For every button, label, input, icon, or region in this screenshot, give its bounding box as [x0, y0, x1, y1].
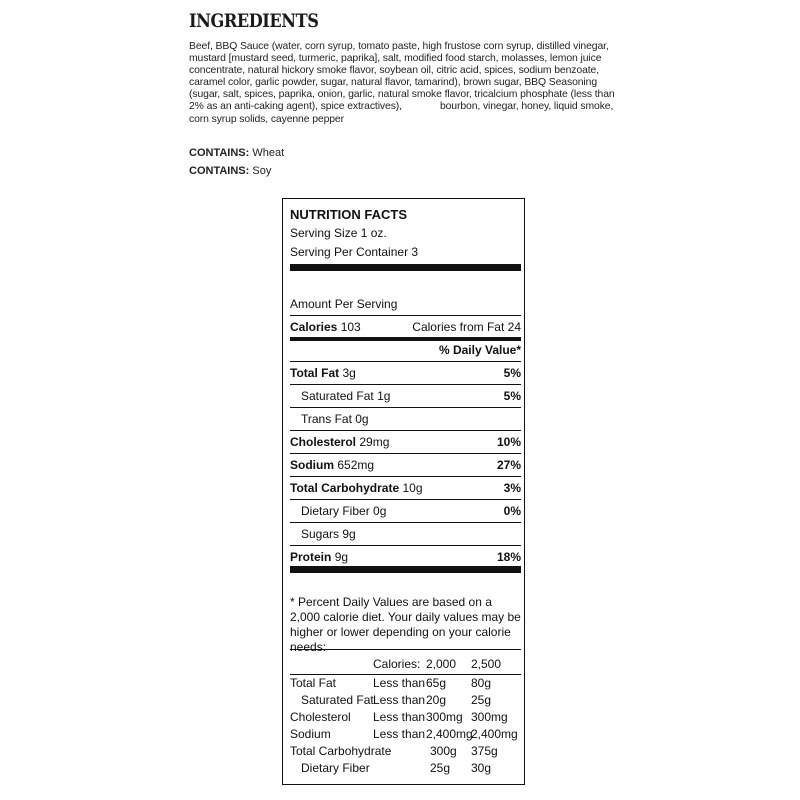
nutrient-label-group [290, 366, 356, 380]
nutrient-row-sodium [290, 458, 521, 474]
nutrient-row-cholesterol [290, 435, 521, 451]
dv-table-row [290, 761, 521, 777]
dv-table-header [290, 657, 521, 673]
daily-value-footnote: * Percent Daily Values are based on a 2,000 calorie diet. Your daily values may be higher or lower depending on your calorie needs: [290, 595, 521, 654]
dv-table-name: Saturated Fat [301, 693, 374, 707]
calories-row [290, 320, 521, 336]
serving-size: Serving Size 1 oz. [290, 226, 387, 240]
nutrition-facts-panel [282, 198, 525, 785]
nutrient-label: Dietary Fiber [301, 504, 370, 518]
thick-divider [290, 264, 521, 271]
nutrient-amount: 9g [334, 550, 349, 564]
contains-value: Soy [252, 165, 272, 177]
divider [290, 674, 521, 675]
nutrient-label-group [290, 435, 389, 449]
nutrient-label-group [290, 550, 348, 564]
dv-table-col2: 375g [471, 744, 498, 758]
ingredients-text-part2: bourbon, vinegar, honey, liquid smoke, corn syrup solids, cayenne pepper [189, 101, 614, 125]
nutrient-label-group [301, 412, 369, 426]
divider [290, 407, 521, 408]
nutrient-row-total-carbohydrate [290, 481, 521, 497]
dv-table-col1: 20g [426, 693, 447, 707]
dv-table-qualifier: Less than [373, 693, 426, 707]
nutrient-amount: 652mg [337, 458, 375, 472]
dv-table-col1: 2,400mg [426, 727, 473, 741]
dv-table-col1: 25g [430, 761, 451, 775]
dv-table-row [290, 693, 521, 709]
nutrient-amount: 0g [373, 504, 387, 518]
dv-table-header-col1: 2,000 [426, 657, 457, 671]
nutrient-dv: 5% [503, 389, 521, 403]
divider [290, 315, 521, 316]
nutrient-amount: 1g [377, 389, 391, 403]
divider [290, 453, 521, 454]
dv-table-col2: 300mg [471, 710, 508, 724]
nutrient-dv: 0% [503, 504, 521, 518]
nutrient-label: Trans Fat [301, 412, 352, 426]
divider [290, 430, 521, 431]
thick-divider [290, 566, 521, 573]
nutrient-row-total-fat [290, 366, 521, 382]
divider [290, 384, 521, 385]
nutrient-amount: 9g [342, 527, 356, 541]
dv-table-name: Total Carbohydrate [290, 744, 392, 758]
dv-table-qualifier: Less than [373, 710, 426, 724]
nutrient-row-sugars [290, 527, 521, 543]
nutrient-label-group [290, 458, 374, 472]
dv-table-row [290, 710, 521, 726]
nutrient-row-saturated-fat [290, 389, 521, 405]
daily-value-header: % Daily Value* [438, 343, 521, 357]
dv-table-name: Total Fat [290, 676, 337, 690]
dv-table-row [290, 676, 521, 692]
calories-from-fat: Calories from Fat 24 [412, 320, 521, 334]
contains-label: CONTAINS: [189, 165, 250, 177]
divider [290, 649, 521, 650]
dv-table-row [290, 744, 521, 760]
dv-table-col1: 300g [430, 744, 457, 758]
divider [290, 522, 521, 523]
dv-table-col1: 300mg [426, 710, 463, 724]
nutrient-label-group [290, 481, 423, 495]
contains-value: Wheat [252, 147, 285, 159]
amount-per-serving: Amount Per Serving [290, 297, 398, 311]
nutrient-amount: 10g [402, 481, 423, 495]
nutrient-dv: 3% [503, 481, 521, 495]
nutrient-amount: 3g [342, 366, 356, 380]
dv-table-name: Dietary Fiber [301, 761, 370, 775]
dv-table-header-col2: 2,500 [471, 657, 502, 671]
nutrient-label: Sodium [290, 458, 334, 472]
contains-line-soy [189, 165, 271, 177]
nutrient-label-group [301, 527, 356, 541]
nutrient-dv: 27% [496, 458, 521, 472]
nutrient-label: Protein [290, 550, 332, 564]
dv-table-col2: 25g [471, 693, 492, 707]
daily-value-header-row [290, 343, 521, 359]
dv-table-name: Cholesterol [290, 710, 351, 724]
nutrient-amount: 0g [355, 412, 369, 426]
divider [290, 545, 521, 546]
nutrient-dv: 10% [496, 435, 521, 449]
nutrient-label: Sugars [301, 527, 340, 541]
medium-divider [290, 337, 521, 341]
divider [290, 476, 521, 477]
calories-label: Calories [290, 320, 338, 334]
nutrient-dv: 5% [503, 366, 521, 380]
nutrient-row-dietary-fiber [290, 504, 521, 520]
nutrient-label: Total Fat [290, 366, 340, 380]
dv-table-col2: 2,400mg [471, 727, 518, 741]
dv-table-col2: 30g [471, 761, 492, 775]
nutrient-label-group [301, 504, 386, 518]
dv-table-row [290, 727, 521, 743]
contains-line-wheat [189, 147, 284, 159]
ingredients-title: INGREDIENTS [189, 10, 319, 32]
contains-label: CONTAINS: [189, 147, 250, 159]
calories-value: 103 [340, 320, 361, 334]
nutrient-amount: 29mg [359, 435, 390, 449]
ingredients-text-part1: Beef, BBQ Sauce (water, corn syrup, tomato paste, high frustose corn syrup, distilled vinegar, mustard [mustard seed, turmeric, paprika], salt, modified food starch, molasses, lemon juice concentrate, natural hickory smoke flavor, soybean oil, citric acid, spices, sodium benzoate, caramel color, garlic powder, sugar, natural flavor, tamarind), brown sugar, BBQ Seasoning (sugar, salt, spices, paprika, onion, garlic, natural smoke flavor, tricalcium phosphate (less than 2% as an anti-caking agent), spice extractives), [189, 41, 615, 113]
dv-table-qualifier: Less than [373, 727, 426, 741]
servings-per-container: Serving Per Container 3 [290, 245, 419, 259]
divider [290, 361, 521, 362]
nutrient-label: Total Carbohydrate [290, 481, 400, 495]
nutrient-row-protein [290, 550, 521, 566]
nutrient-label-group [301, 389, 390, 403]
nutrient-label: Saturated Fat [301, 389, 374, 403]
dv-table-header-label: Calories: [373, 657, 421, 671]
nutrient-dv: 18% [496, 550, 521, 564]
dv-table-col2: 80g [471, 676, 492, 690]
dv-table-col1: 65g [426, 676, 447, 690]
nutrition-facts-title: NUTRITION FACTS [290, 207, 407, 222]
nutrient-label: Cholesterol [290, 435, 357, 449]
dv-table-qualifier: Less than [373, 676, 426, 690]
divider [290, 499, 521, 500]
dv-table-name: Sodium [290, 727, 331, 741]
nutrient-row-trans-fat [290, 412, 521, 428]
calories-label-group [290, 320, 361, 334]
ingredients-text [189, 41, 629, 126]
